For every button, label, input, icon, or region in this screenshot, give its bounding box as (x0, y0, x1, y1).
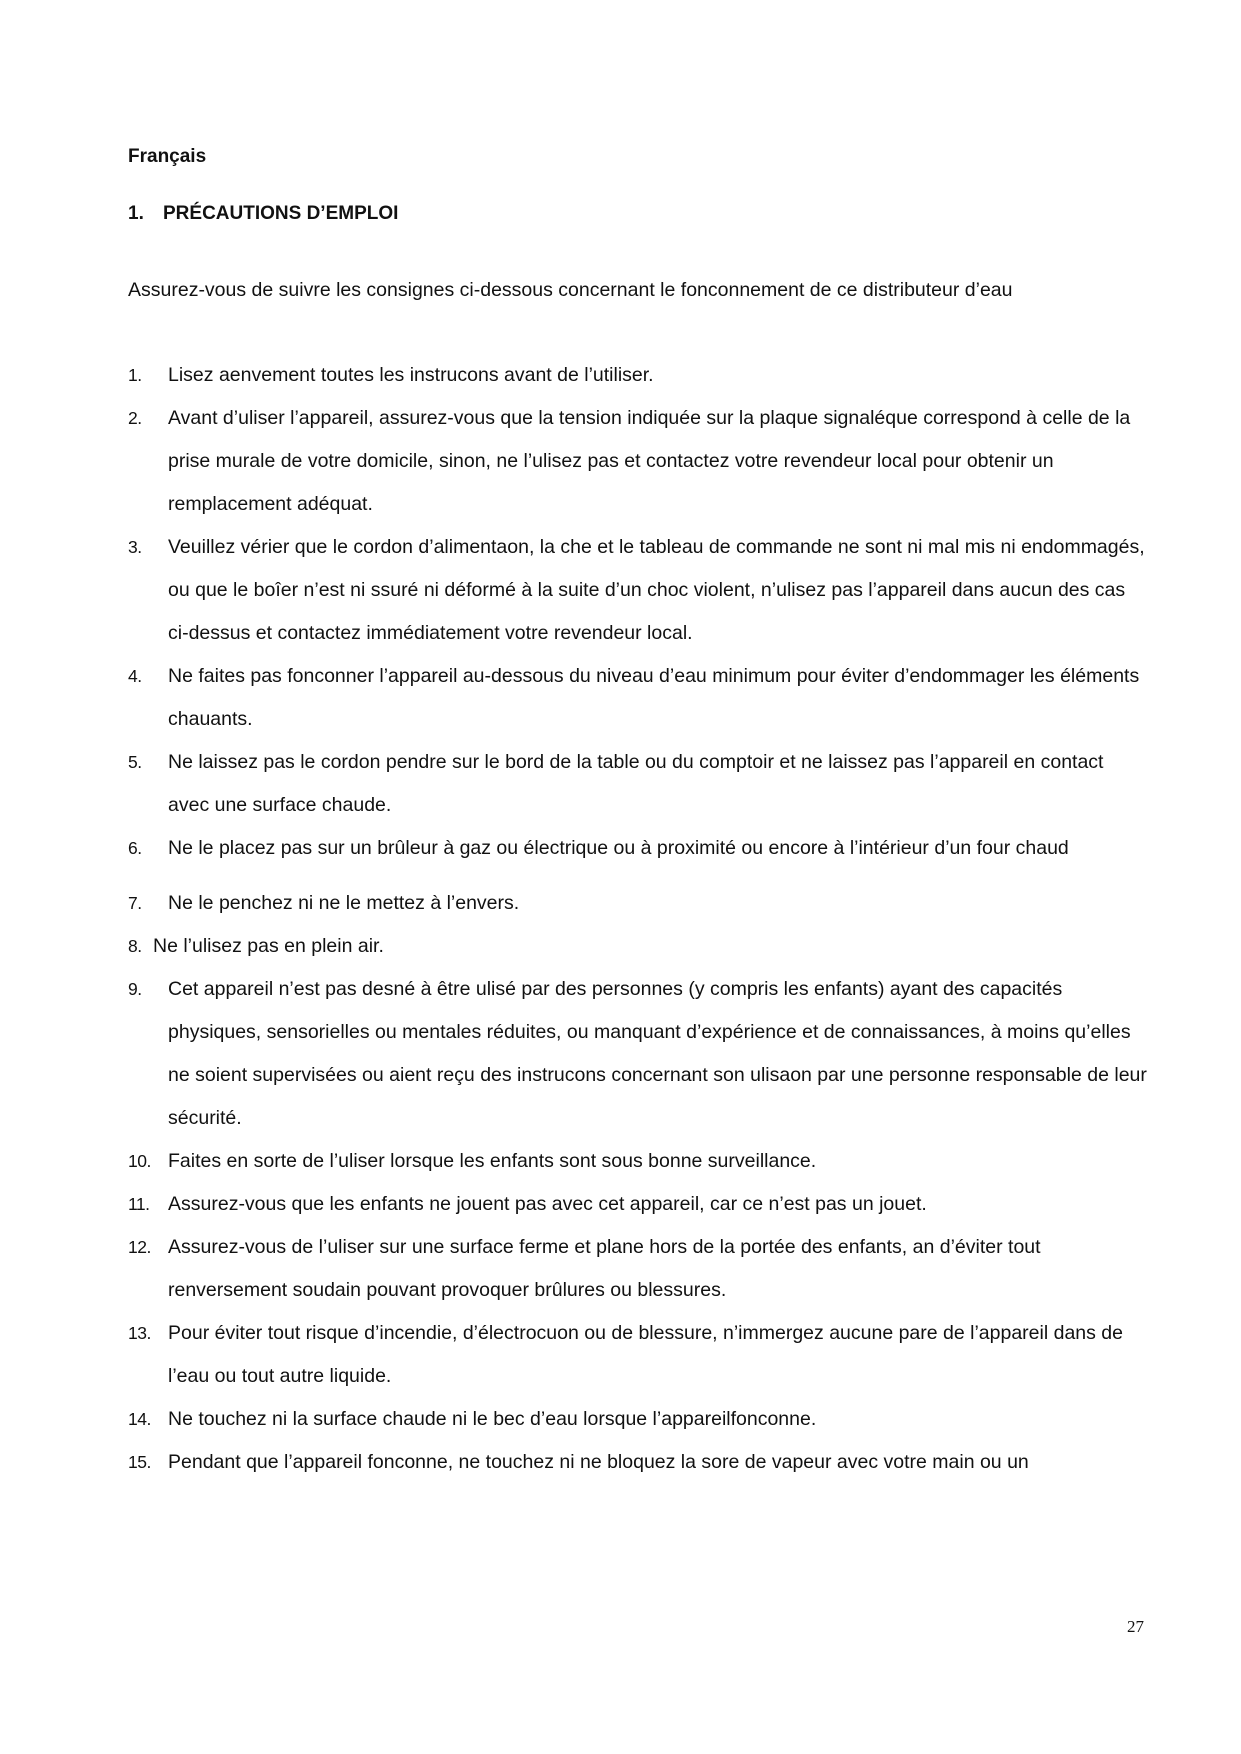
list-item (128, 1441, 1148, 1484)
item-text: Lisez aenvement toutes les instrucons avant de l’utiliser. (168, 364, 654, 386)
section-title (128, 203, 398, 225)
item-number: 13. (128, 1323, 151, 1343)
item-number: 12. (128, 1237, 151, 1257)
language-heading: Français (128, 146, 207, 167)
page-number: 27 (1127, 1617, 1144, 1636)
item-text: Assurez-vous de l’uliser sur une surface ferme et plane hors de la portée des enfants, an d’éviter tout renversement soudain pouvant provoquer brûlures ou blessures. (168, 1236, 1041, 1301)
item-text: Avant d’uliser l’appareil, assurez-vous que la tension indiquée sur la plaque signaléque correspond à celle de la prise murale de votre domicile, sinon, ne l’ulisez pas et contactez votre revendeur local pour obtenir un remplacement adéquat. (168, 407, 1131, 515)
item-number: 14. (128, 1409, 151, 1429)
list-item (128, 925, 1148, 968)
item-text: Pour éviter tout risque d’incendie, d’électrocuon ou de blessure, n’immergez aucune pare de l’appareil dans de l’eau ou tout autre liquide. (168, 1322, 1123, 1387)
list-item (128, 354, 1148, 397)
item-text: Ne l’ulisez pas en plein air. (153, 935, 384, 957)
item-text: Ne faites pas fonconner l’appareil au-dessous du niveau d’eau minimum pour éviter d’endommager les éléments chauants. (168, 665, 1140, 730)
item-text: Assurez-vous que les enfants ne jouent pas avec cet appareil, car ce n’est pas un jouet. (168, 1193, 927, 1215)
item-number: 7. (128, 893, 142, 913)
list-item (128, 1140, 1148, 1183)
item-text: Ne touchez ni la surface chaude ni le bec d’eau lorsque l’appareilfonconne. (168, 1408, 817, 1430)
section-number: 1. (128, 203, 144, 224)
precautions-list (128, 354, 1148, 1484)
item-text: Ne laissez pas le cordon pendre sur le bord de la table ou du comptoir et ne laissez pas l’appareil en contact avec une surface chaude. (168, 751, 1104, 816)
list-item (128, 526, 1148, 655)
item-text: Ne le penchez ni ne le mettez à l’envers. (168, 892, 520, 914)
list-item (128, 741, 1148, 827)
item-number: 10. (128, 1151, 151, 1171)
list-item (128, 1183, 1148, 1226)
list-item (128, 827, 1148, 870)
item-number: 3. (128, 537, 142, 557)
section-title-text: PRÉCAUTIONS D’EMPLOI (163, 203, 399, 224)
item-text: Faites en sorte de l’uliser lorsque les enfants sont sous bonne surveillance. (168, 1150, 817, 1172)
item-number: 4. (128, 666, 142, 686)
item-number: 1. (128, 365, 142, 385)
list-item (128, 882, 1148, 925)
item-text: Cet appareil n’est pas desné à être ulisé par des personnes (y compris les enfants) ayant des capacités physiques, sensorielles ou mentales réduites, ou manquant d’expérience et de connaissances, à moins qu’elles ne soient supervisées ou aient reçu des instrucons concernant son ulisaon par une personne responsable de leur sécurité. (168, 978, 1147, 1129)
intro-paragraph: Assurez-vous de suivre les consignes ci-dessous concernant le fonconnement de ce distributeur d’eau (128, 279, 1013, 301)
list-item (128, 1226, 1148, 1312)
item-number: 9. (128, 979, 142, 999)
list-item (128, 655, 1148, 741)
item-text: Pendant que l’appareil fonconne, ne touchez ni ne bloquez la sore de vapeur avec votre main ou un (168, 1451, 1029, 1473)
item-number: 5. (128, 752, 142, 772)
list-item (128, 397, 1148, 526)
item-number: 8. (128, 936, 142, 956)
list-item (128, 1398, 1148, 1441)
item-text: Veuillez vérier que le cordon d’alimentaon, la che et le tableau de commande ne sont ni mal mis ni endommagés, ou que le boîer n’est ni ssuré ni déformé à la suite d’un choc violent, n’ulisez pas l’appareil dans aucun des cas ci-dessus et contactez immédiatement votre revendeur local. (168, 536, 1145, 644)
item-number: 15. (128, 1452, 151, 1472)
item-number: 11. (128, 1194, 150, 1214)
list-item (128, 968, 1148, 1140)
item-number: 6. (128, 838, 142, 858)
item-text: Ne le placez pas sur un brûleur à gaz ou électrique ou à proximité ou encore à l’intérieur d’un four chaud (168, 837, 1069, 859)
item-number: 2. (128, 408, 142, 428)
list-item (128, 1312, 1148, 1398)
